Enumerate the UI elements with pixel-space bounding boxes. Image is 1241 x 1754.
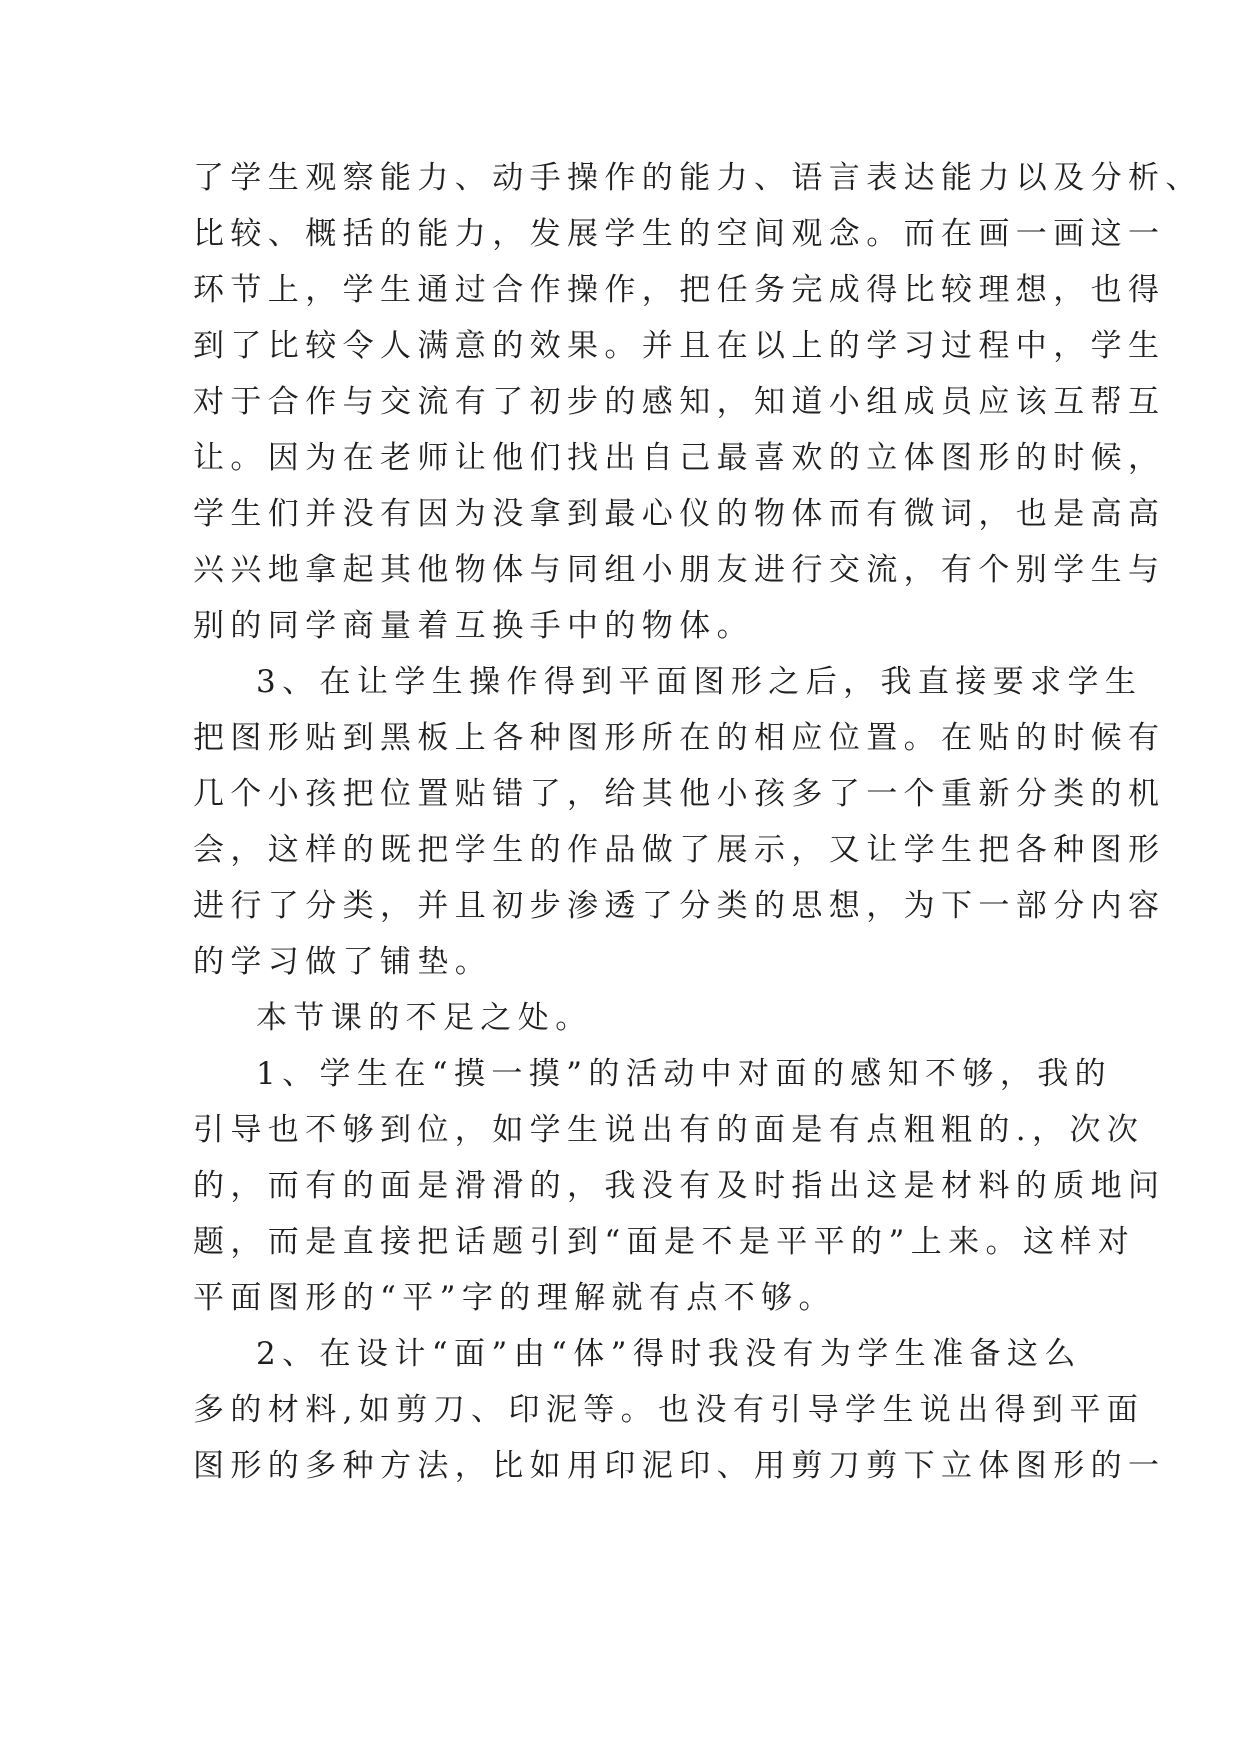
- text-line: 多的材料,如剪刀、印泥等。也没有引导学生说出得到平面: [193, 1392, 1145, 1428]
- paragraph-start-line: 1、学生在“摸一摸”的活动中对面的感知不够，我的: [256, 1056, 1113, 1092]
- paragraph-start-line: 3、在让学生操作得到平面图形之后，我直接要求学生: [256, 664, 1143, 700]
- text-line: 进行了分类，并且初步渗透了分类的思想，为下一部分内容: [193, 888, 1166, 924]
- text-line: 兴兴地拿起其他物体与同组小朋友进行交流，有个别学生与: [193, 552, 1166, 588]
- text-line: 几个小孩把位置贴错了，给其他小孩多了一个重新分类的机: [193, 776, 1166, 812]
- text-line: 平面图形的“平”字的理解就有点不够。: [193, 1280, 836, 1316]
- text-line: 别的同学商量着互换手中的物体。: [193, 608, 754, 644]
- text-line: 让。因为在老师让他们找出自己最喜欢的立体图形的时候，: [193, 440, 1166, 476]
- text-line: 的，而有的面是滑滑的，我没有及时指出这是材料的质地问: [193, 1168, 1166, 1204]
- text-line: 题，而是直接把话题引到“面是不是平平的”上来。这样对: [193, 1224, 1136, 1260]
- text-line: 学生们并没有因为没拿到最心仪的物体而有微词，也是高高: [193, 496, 1166, 532]
- text-line: 了学生观察能力、动手操作的能力、语言表达能力以及分析、: [193, 160, 1203, 196]
- text-line: 把图形贴到黑板上各种图形所在的相应位置。在贴的时候有: [193, 720, 1166, 756]
- text-line: 对于合作与交流有了初步的感知，知道小组成员应该互帮互: [193, 384, 1166, 420]
- section-heading: 本节课的不足之处。: [256, 1000, 593, 1036]
- text-line: 会，这样的既把学生的作品做了展示，又让学生把各种图形: [193, 832, 1166, 868]
- text-line: 图形的多种方法，比如用印泥印、用剪刀剪下立体图形的一: [193, 1448, 1166, 1484]
- paragraph-start-line: 2、在设计“面”由“体”得时我没有为学生准备这么: [256, 1336, 1082, 1372]
- text-line: 到了比较令人满意的效果。并且在以上的学习过程中，学生: [193, 328, 1166, 364]
- text-line: 环节上，学生通过合作操作，把任务完成得比较理想，也得: [193, 272, 1166, 308]
- text-line: 的学习做了铺垫。: [193, 944, 493, 980]
- text-line: 引导也不够到位，如学生说出有的面是有点粗粗的.，次次: [193, 1112, 1145, 1148]
- text-line: 比较、概括的能力，发展学生的空间观念。而在画一画这一: [193, 216, 1166, 252]
